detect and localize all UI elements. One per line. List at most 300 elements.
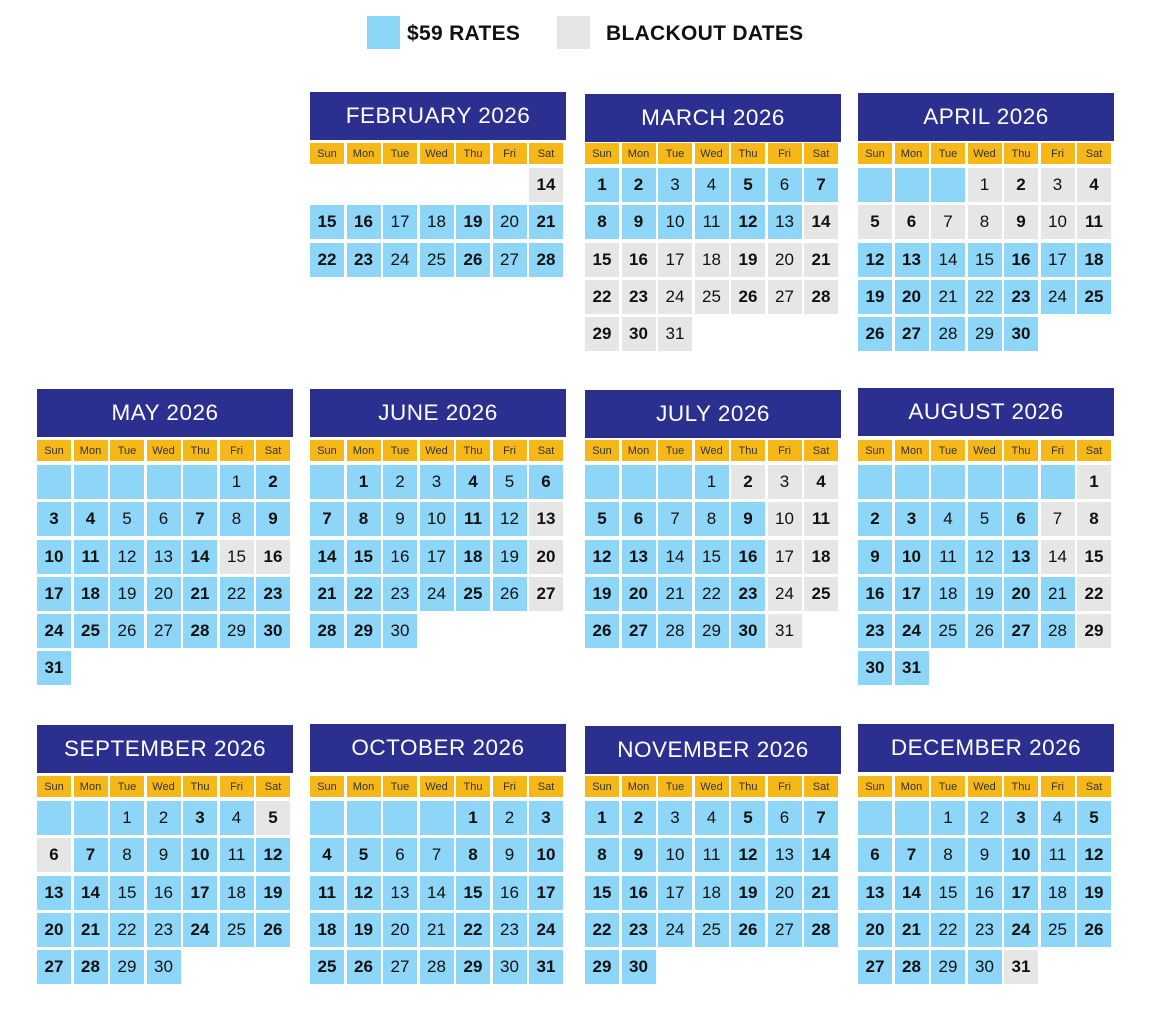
blackout-day-cell: 8 xyxy=(1077,502,1111,536)
rate-day-cell: 20 xyxy=(622,577,656,611)
blackout-day-cell: 3 xyxy=(1041,168,1075,202)
rate-day-cell: 10 xyxy=(183,838,217,872)
rate-day-cell: 10 xyxy=(658,205,692,239)
rate-empty-cell xyxy=(383,801,417,835)
rate-day-cell: 4 xyxy=(931,502,965,536)
rate-day-cell: 17 xyxy=(529,876,563,910)
rate-day-cell: 11 xyxy=(220,838,254,872)
rate-day-cell: 18 xyxy=(1077,243,1111,277)
weekday-label: Sun xyxy=(585,440,619,461)
weekday-label: Sun xyxy=(310,143,344,164)
blackout-day-cell: 20 xyxy=(768,243,802,277)
rate-day-cell: 4 xyxy=(74,502,108,536)
rate-day-cell: 30 xyxy=(1004,317,1038,351)
rate-day-cell: 9 xyxy=(147,838,181,872)
rate-day-cell: 5 xyxy=(110,502,144,536)
rate-day-cell: 8 xyxy=(220,502,254,536)
rate-day-cell: 12 xyxy=(968,540,1002,574)
blackout-day-cell: 22 xyxy=(1077,577,1111,611)
rate-day-cell: 10 xyxy=(420,502,454,536)
rate-day-cell: 18 xyxy=(420,205,454,239)
blackout-day-cell: 13 xyxy=(529,502,563,536)
rate-day-cell: 12 xyxy=(347,876,381,910)
month-title: APRIL 2026 xyxy=(858,93,1114,141)
rate-swatch xyxy=(367,16,400,49)
blackout-day-cell: 10 xyxy=(1041,205,1075,239)
rate-day-cell: 7 xyxy=(658,502,692,536)
rate-day-cell: 24 xyxy=(895,614,929,648)
rate-day-cell: 7 xyxy=(895,838,929,872)
rate-day-cell: 14 xyxy=(74,876,108,910)
rate-day-cell: 13 xyxy=(768,205,802,239)
month-calendar xyxy=(858,725,1114,984)
rate-empty-cell xyxy=(931,465,965,499)
rate-day-cell: 29 xyxy=(695,614,729,648)
weekday-label: Thu xyxy=(183,440,217,461)
rate-day-cell: 23 xyxy=(256,577,290,611)
blackout-swatch xyxy=(557,16,590,49)
rate-day-cell: 1 xyxy=(931,801,965,835)
days-grid xyxy=(858,801,1114,984)
rate-day-cell: 9 xyxy=(731,502,765,536)
rate-day-cell: 30 xyxy=(383,614,417,648)
rate-day-cell: 6 xyxy=(858,838,892,872)
rate-day-cell: 14 xyxy=(658,540,692,574)
rate-day-cell: 2 xyxy=(256,465,290,499)
rate-day-cell: 16 xyxy=(731,540,765,574)
weekday-header xyxy=(585,143,841,164)
month-title: MAY 2026 xyxy=(37,389,293,437)
rate-day-cell: 23 xyxy=(731,577,765,611)
rate-day-cell: 8 xyxy=(585,205,619,239)
weekday-label: Sun xyxy=(310,440,344,461)
rate-day-cell: 25 xyxy=(310,950,344,984)
weekday-label: Tue xyxy=(383,440,417,461)
rate-day-cell: 28 xyxy=(74,950,108,984)
blackout-day-cell: 19 xyxy=(731,243,765,277)
rate-day-cell: 17 xyxy=(183,876,217,910)
rate-empty-cell xyxy=(74,801,108,835)
weekday-label: Mon xyxy=(622,440,656,461)
blackout-day-cell: 2 xyxy=(731,465,765,499)
rate-day-cell: 26 xyxy=(585,614,619,648)
rate-day-cell: 15 xyxy=(310,205,344,239)
month-calendar xyxy=(858,92,1114,351)
weekday-label: Tue xyxy=(110,776,144,797)
weekday-label: Sat xyxy=(1077,776,1111,797)
rate-day-cell: 1 xyxy=(220,465,254,499)
month-title: NOVEMBER 2026 xyxy=(585,726,841,774)
blackout-day-cell: 28 xyxy=(804,280,838,314)
rate-day-cell: 18 xyxy=(220,876,254,910)
rate-day-cell: 6 xyxy=(1004,502,1038,536)
rate-empty-cell xyxy=(347,801,381,835)
rate-day-cell: 16 xyxy=(347,205,381,239)
rate-empty-cell xyxy=(895,465,929,499)
rate-day-cell: 27 xyxy=(147,614,181,648)
rate-day-cell: 13 xyxy=(895,243,929,277)
weekday-label: Sun xyxy=(858,776,892,797)
rate-day-cell: 17 xyxy=(37,577,71,611)
rate-day-cell: 19 xyxy=(858,280,892,314)
rate-empty-cell xyxy=(895,801,929,835)
rate-day-cell: 2 xyxy=(858,502,892,536)
rate-day-cell: 8 xyxy=(110,838,144,872)
blackout-day-cell: 11 xyxy=(804,502,838,536)
month-calendar xyxy=(37,725,293,984)
blackout-day-cell: 14 xyxy=(1041,540,1075,574)
rate-day-cell: 17 xyxy=(895,577,929,611)
rate-day-cell: 7 xyxy=(74,838,108,872)
rate-day-cell: 9 xyxy=(858,540,892,574)
weekday-label: Sat xyxy=(529,776,563,797)
rate-day-cell: 1 xyxy=(585,801,619,835)
rate-day-cell: 17 xyxy=(658,876,692,910)
blackout-day-cell: 4 xyxy=(1077,168,1111,202)
month-calendar xyxy=(585,389,841,648)
rate-day-cell: 16 xyxy=(147,876,181,910)
rate-day-cell: 24 xyxy=(529,913,563,947)
rate-day-cell: 10 xyxy=(895,540,929,574)
rate-day-cell: 29 xyxy=(931,950,965,984)
rate-day-cell: 5 xyxy=(731,168,765,202)
rate-day-cell: 19 xyxy=(968,577,1002,611)
rate-day-cell: 19 xyxy=(1077,876,1111,910)
rate-day-cell: 25 xyxy=(420,243,454,277)
rate-empty-cell xyxy=(968,465,1002,499)
rate-day-cell: 29 xyxy=(347,614,381,648)
rate-day-cell: 20 xyxy=(493,205,527,239)
weekday-label: Mon xyxy=(895,143,929,164)
rate-day-cell: 23 xyxy=(347,243,381,277)
rate-empty-cell xyxy=(858,801,892,835)
rate-day-cell: 3 xyxy=(658,801,692,835)
blackout-day-cell: 14 xyxy=(529,168,563,202)
weekday-label: Sat xyxy=(1077,440,1111,461)
rate-day-cell: 1 xyxy=(110,801,144,835)
rate-empty-cell xyxy=(310,801,344,835)
rate-day-cell: 6 xyxy=(768,168,802,202)
rate-day-cell: 23 xyxy=(493,913,527,947)
rate-day-cell: 15 xyxy=(456,876,490,910)
rate-day-cell: 1 xyxy=(585,168,619,202)
rate-day-cell: 6 xyxy=(529,465,563,499)
rate-day-cell: 29 xyxy=(456,950,490,984)
rate-day-cell: 13 xyxy=(858,876,892,910)
weekday-label: Tue xyxy=(658,776,692,797)
rate-day-cell: 25 xyxy=(1077,280,1111,314)
blackout-day-cell: 31 xyxy=(658,317,692,351)
rate-day-cell: 12 xyxy=(731,205,765,239)
rate-day-cell: 27 xyxy=(383,950,417,984)
rate-day-cell: 23 xyxy=(858,614,892,648)
empty-cell xyxy=(456,168,490,202)
weekday-label: Thu xyxy=(456,776,490,797)
blackout-day-cell: 5 xyxy=(256,801,290,835)
rate-day-cell: 5 xyxy=(968,502,1002,536)
blackout-day-cell: 6 xyxy=(37,838,71,872)
rate-day-cell: 10 xyxy=(1004,838,1038,872)
blackout-day-cell: 3 xyxy=(768,465,802,499)
rate-empty-cell xyxy=(895,168,929,202)
rate-empty-cell xyxy=(183,465,217,499)
days-grid xyxy=(310,465,566,648)
rate-day-cell: 7 xyxy=(804,801,838,835)
weekday-header xyxy=(37,776,293,797)
rate-day-cell: 27 xyxy=(768,913,802,947)
rate-day-cell: 24 xyxy=(658,913,692,947)
rate-day-cell: 24 xyxy=(1041,280,1075,314)
weekday-label: Sun xyxy=(310,776,344,797)
weekday-header xyxy=(310,440,566,461)
rate-empty-cell xyxy=(1041,465,1075,499)
weekday-label: Fri xyxy=(768,440,802,461)
rate-day-cell: 22 xyxy=(220,577,254,611)
weekday-label: Wed xyxy=(695,776,729,797)
rate-day-cell: 5 xyxy=(585,502,619,536)
rate-day-cell: 1 xyxy=(695,465,729,499)
month-title: FEBRUARY 2026 xyxy=(310,92,566,140)
rate-day-cell: 11 xyxy=(456,502,490,536)
rate-day-cell: 19 xyxy=(585,577,619,611)
rate-day-cell: 27 xyxy=(1004,614,1038,648)
rate-day-cell: 16 xyxy=(383,540,417,574)
weekday-label: Sat xyxy=(1077,143,1111,164)
month-title: OCTOBER 2026 xyxy=(310,724,566,772)
rate-day-cell: 20 xyxy=(1004,577,1038,611)
rate-day-cell: 28 xyxy=(420,950,454,984)
rate-day-cell: 26 xyxy=(347,950,381,984)
blackout-day-cell: 10 xyxy=(768,502,802,536)
rate-day-cell: 13 xyxy=(147,540,181,574)
blackout-day-cell: 5 xyxy=(858,205,892,239)
weekday-label: Thu xyxy=(456,143,490,164)
weekday-label: Thu xyxy=(1004,143,1038,164)
rate-day-cell: 4 xyxy=(220,801,254,835)
blackout-day-cell: 6 xyxy=(895,205,929,239)
rate-day-cell: 26 xyxy=(456,243,490,277)
weekday-label: Sun xyxy=(585,776,619,797)
rate-day-cell: 3 xyxy=(529,801,563,835)
rate-day-cell: 17 xyxy=(1041,243,1075,277)
rate-day-cell: 20 xyxy=(383,913,417,947)
rate-day-cell: 5 xyxy=(1077,801,1111,835)
weekday-label: Fri xyxy=(220,440,254,461)
rate-day-cell: 15 xyxy=(110,876,144,910)
rate-day-cell: 18 xyxy=(1041,876,1075,910)
blackout-day-cell: 8 xyxy=(968,205,1002,239)
rate-day-cell: 24 xyxy=(37,614,71,648)
rate-day-cell: 23 xyxy=(383,577,417,611)
rate-day-cell: 10 xyxy=(37,540,71,574)
rate-day-cell: 19 xyxy=(110,577,144,611)
weekday-label: Sat xyxy=(529,143,563,164)
rate-day-cell: 21 xyxy=(804,876,838,910)
rate-day-cell: 30 xyxy=(147,950,181,984)
rate-day-cell: 30 xyxy=(858,651,892,685)
weekday-label: Mon xyxy=(622,143,656,164)
weekday-header xyxy=(858,143,1114,164)
rate-day-cell: 12 xyxy=(731,838,765,872)
rate-day-cell: 9 xyxy=(622,205,656,239)
weekday-label: Wed xyxy=(968,776,1002,797)
rate-empty-cell xyxy=(110,465,144,499)
weekday-label: Mon xyxy=(895,440,929,461)
weekday-label: Sun xyxy=(37,776,71,797)
month-calendar xyxy=(310,92,566,277)
month-title: JUNE 2026 xyxy=(310,389,566,437)
weekday-label: Fri xyxy=(1041,440,1075,461)
rate-day-cell: 18 xyxy=(931,577,965,611)
rate-day-cell: 21 xyxy=(658,577,692,611)
weekday-label: Wed xyxy=(420,440,454,461)
blackout-day-cell: 23 xyxy=(622,280,656,314)
blackout-day-cell: 24 xyxy=(658,280,692,314)
blackout-day-cell: 17 xyxy=(658,243,692,277)
rate-day-cell: 3 xyxy=(658,168,692,202)
rate-day-cell: 17 xyxy=(383,205,417,239)
month-title: DECEMBER 2026 xyxy=(858,724,1114,772)
rate-day-cell: 5 xyxy=(731,801,765,835)
weekday-label: Tue xyxy=(110,440,144,461)
blackout-day-cell: 27 xyxy=(529,577,563,611)
rate-day-cell: 3 xyxy=(37,502,71,536)
weekday-label: Sun xyxy=(858,440,892,461)
days-grid xyxy=(37,465,293,685)
weekday-label: Mon xyxy=(622,776,656,797)
blackout-day-cell: 15 xyxy=(1077,540,1111,574)
weekday-label: Tue xyxy=(383,143,417,164)
rate-day-cell: 19 xyxy=(731,876,765,910)
rate-day-cell: 26 xyxy=(110,614,144,648)
rate-empty-cell xyxy=(858,168,892,202)
rate-day-cell: 23 xyxy=(147,913,181,947)
weekday-label: Mon xyxy=(74,776,108,797)
weekday-label: Thu xyxy=(731,143,765,164)
weekday-label: Fri xyxy=(493,776,527,797)
blackout-day-cell: 25 xyxy=(804,577,838,611)
rate-day-cell: 15 xyxy=(347,540,381,574)
rate-day-cell: 28 xyxy=(1041,614,1075,648)
rate-day-cell: 31 xyxy=(895,651,929,685)
rate-day-cell: 26 xyxy=(1077,913,1111,947)
rate-empty-cell xyxy=(585,465,619,499)
rate-day-cell: 9 xyxy=(383,502,417,536)
rate-day-cell: 12 xyxy=(110,540,144,574)
rate-day-cell: 18 xyxy=(456,540,490,574)
rate-day-cell: 21 xyxy=(931,280,965,314)
blackout-day-cell: 15 xyxy=(220,540,254,574)
legend xyxy=(0,16,1152,50)
rate-day-cell: 13 xyxy=(37,876,71,910)
month-calendar xyxy=(37,389,293,685)
blackout-day-cell: 7 xyxy=(931,205,965,239)
weekday-label: Wed xyxy=(147,776,181,797)
days-grid xyxy=(585,465,841,648)
rate-day-cell: 30 xyxy=(493,950,527,984)
rate-day-cell: 9 xyxy=(256,502,290,536)
rate-day-cell: 14 xyxy=(895,876,929,910)
rate-day-cell: 4 xyxy=(456,465,490,499)
rate-day-cell: 7 xyxy=(310,502,344,536)
rate-day-cell: 30 xyxy=(731,614,765,648)
blackout-day-cell: 31 xyxy=(1004,950,1038,984)
rate-day-cell: 27 xyxy=(895,317,929,351)
rate-day-cell: 22 xyxy=(110,913,144,947)
rate-empty-cell xyxy=(37,801,71,835)
rate-day-cell: 28 xyxy=(658,614,692,648)
weekday-header xyxy=(310,143,566,164)
rate-day-cell: 11 xyxy=(74,540,108,574)
days-grid xyxy=(858,168,1114,351)
weekday-label: Sat xyxy=(256,440,290,461)
empty-cell xyxy=(347,168,381,202)
rate-day-cell: 7 xyxy=(804,168,838,202)
empty-cell xyxy=(310,168,344,202)
rate-day-cell: 26 xyxy=(256,913,290,947)
blackout-day-cell: 9 xyxy=(1004,205,1038,239)
blackout-day-cell: 4 xyxy=(804,465,838,499)
blackout-day-cell: 7 xyxy=(1041,502,1075,536)
weekday-label: Wed xyxy=(420,776,454,797)
rate-day-cell: 26 xyxy=(858,317,892,351)
rate-day-cell: 12 xyxy=(858,243,892,277)
weekday-label: Fri xyxy=(493,143,527,164)
rate-day-cell: 21 xyxy=(895,913,929,947)
rate-day-cell: 9 xyxy=(493,838,527,872)
rate-day-cell: 12 xyxy=(493,502,527,536)
rate-day-cell: 7 xyxy=(183,502,217,536)
rate-day-cell: 8 xyxy=(585,838,619,872)
days-grid xyxy=(310,168,566,277)
rate-day-cell: 6 xyxy=(768,801,802,835)
rate-day-cell: 16 xyxy=(493,876,527,910)
rate-day-cell: 5 xyxy=(347,838,381,872)
weekday-label: Tue xyxy=(658,143,692,164)
weekday-label: Mon xyxy=(347,776,381,797)
rate-day-cell: 3 xyxy=(420,465,454,499)
blackout-day-cell: 16 xyxy=(256,540,290,574)
blackout-day-cell: 17 xyxy=(768,540,802,574)
weekday-label: Tue xyxy=(931,776,965,797)
rate-day-cell: 12 xyxy=(1077,838,1111,872)
weekday-label: Fri xyxy=(768,776,802,797)
rate-day-cell: 3 xyxy=(895,502,929,536)
blackout-legend-label: BLACKOUT DATES xyxy=(606,22,804,45)
rate-day-cell: 13 xyxy=(383,876,417,910)
weekday-label: Wed xyxy=(968,143,1002,164)
rate-day-cell: 16 xyxy=(622,876,656,910)
empty-cell xyxy=(420,168,454,202)
rate-day-cell: 2 xyxy=(622,168,656,202)
weekday-label: Sat xyxy=(804,440,838,461)
rate-empty-cell xyxy=(658,465,692,499)
rate-day-cell: 19 xyxy=(256,876,290,910)
rate-day-cell: 4 xyxy=(695,168,729,202)
rate-day-cell: 30 xyxy=(968,950,1002,984)
rate-day-cell: 22 xyxy=(931,913,965,947)
rate-day-cell: 21 xyxy=(420,913,454,947)
rate-empty-cell xyxy=(37,465,71,499)
blackout-day-cell: 15 xyxy=(585,243,619,277)
weekday-header xyxy=(858,776,1114,797)
weekday-header xyxy=(585,440,841,461)
rate-day-cell: 20 xyxy=(895,280,929,314)
rate-day-cell: 25 xyxy=(1041,913,1075,947)
rate-day-cell: 22 xyxy=(695,577,729,611)
rate-day-cell: 25 xyxy=(695,913,729,947)
month-title: JULY 2026 xyxy=(585,390,841,438)
